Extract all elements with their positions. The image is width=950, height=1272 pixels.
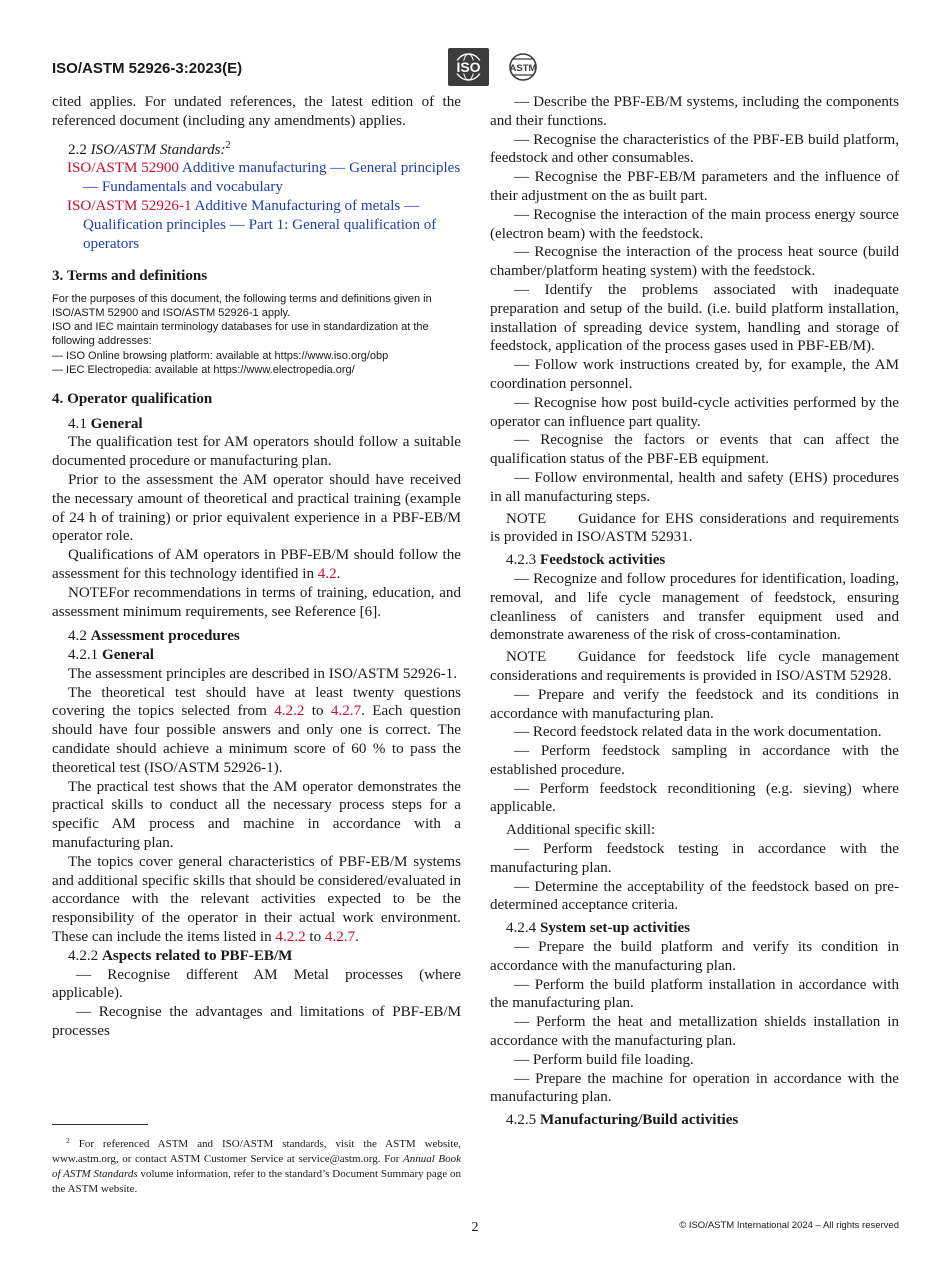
list-item: — Recognise the advantages and limitations of PBF-EB/M processes [52, 1004, 461, 1040]
standard-id: ISO/ASTM 52926-3:2023(E) [52, 60, 243, 77]
section-4-2-4-heading: 4.2.4 System set-up activities [506, 920, 691, 937]
intro-paragraph: cited applies. For undated references, the latest edition of the referenced document (including any amendments) applies. [52, 94, 461, 129]
list-item: — Perform feedstock testing in accordance with the manufacturing plan. [490, 841, 899, 876]
clause-link[interactable]: 4.2.7 [324, 929, 356, 946]
list-item: — Prepare the build platform and verify its condition in accordance with the manufacturing plan. [490, 939, 899, 974]
paragraph: The practical test shows that the AM operator demonstrates the practical skills to conduct all the necessary process steps for a specific AM process and machine in accordance with a manufacturing plan. [52, 778, 461, 852]
list-item: — Determine the acceptability of the feedstock based on pre-determined acceptance criteria. [490, 878, 899, 914]
paragraph: Prior to the assessment the AM operator should have received the necessary amount of theoretical and practical training (example of 24 h of training) or prior equivalent experience in a PBF-EB/M operator role. [52, 471, 461, 545]
section-4-2-heading: 4.2 Assessment procedures [68, 628, 240, 645]
list-item: — Recognize and follow procedures for identification, loading, removal, and life cycle management of feedstock, ensuring cleanliness of canisters and transfer equipment used and demonstrate awareness of the risk of cross-contamination. [490, 570, 899, 644]
list-item: — Recognise the PBF-EB/M parameters and the influence of their adjustment on the as built part. [490, 169, 899, 204]
list-item: — Perform build file loading. [514, 1051, 694, 1068]
note: NOTE Guidance for EHS considerations and requirements is provided in ISO/ASTM 52931. [490, 510, 899, 546]
terms-paragraph: For the purposes of this document, the following terms and definitions given in ISO/ASTM 52900 and ISO/ASTM 52926-1 apply. [52, 293, 432, 320]
paragraph: The assessment principles are described in ISO/ASTM 52926-1. [68, 665, 458, 682]
section-2-2-heading: 2.2 ISO/ASTM Standards:$^2$ [68, 139, 231, 158]
list-item: — Record feedstock related data in the work documentation. [514, 724, 882, 741]
list-item: — Recognise the characteristics of the PBF-EB build platform, feedstock and other consumables. [490, 131, 899, 167]
terms-paragraph: ISO and IEC maintain terminology databases for use in standardization at the following addresses: [52, 321, 429, 348]
footnote: $^2$ For referenced ASTM and ISO/ASTM standards, visit the ASTM website, www.astm.org, or contact ASTM Customer Service at service@astm.org. For Annual Book of ASTM Standards volume information, refer to the standard’s Document Summary page on the ASTM website. [52, 1136, 462, 1195]
note-label: NOTE [506, 649, 547, 666]
section-4-2-5-heading: 4.2.5 Manufacturing/Build activities [506, 1112, 739, 1129]
paragraph: Qualifications of AM operators in PBF-EB/M should follow the assessment for this technology identified in 4.2. [52, 547, 461, 582]
reference-link[interactable]: ISO/ASTM 52900 [67, 160, 179, 177]
note: NOTE Guidance for feedstock life cycle management considerations and requirements is provided in ISO/ASTM 52928. [490, 649, 899, 684]
list-item: — Prepare and verify the feedstock and its conditions in accordance with manufacturing plan. [490, 686, 899, 722]
list-item: — Recognise the factors or events that can affect the qualification status of the PBF-EB equipment. [490, 432, 899, 468]
astm-logo [503, 50, 543, 84]
section-4-2-2-heading: 4.2.2 Aspects related to PBF-EB/M [68, 947, 293, 964]
clause-link[interactable]: 4.2.7 [330, 703, 362, 720]
reference-link[interactable]: ISO/ASTM 52926-1 [67, 197, 192, 214]
page-number: 2 [471, 1220, 479, 1235]
list-item: — Recognise different AM Metal processes (where applicable). [52, 966, 461, 1002]
clause-link[interactable]: 4.2 [317, 565, 337, 582]
list-item: — Identify the problems associated with inadequate preparation and setup of the build. (i.e. build platform installation, installation of spreading device system, handling and storage of feedstock, application of the process gases used in PBF-EB/M). [490, 281, 899, 355]
list-item: — Recognise the interaction of the main process energy source (electron beam) with the feedstock. [490, 206, 899, 242]
section-4-2-1-heading: 4.2.1 General [68, 647, 154, 664]
terms-link-iso: — ISO Online browsing platform: available at https://www.iso.org/obp [52, 349, 389, 362]
copyright-notice: © ISO/ASTM International 2024 – All rights reserved [679, 1220, 899, 1231]
astm-logo-text: ASTM [509, 63, 537, 74]
paragraph: The qualification test for AM operators should follow a suitable documented procedure or manufacturing plan. [52, 434, 461, 470]
list-item: — Follow work instructions created by, for example, the AM coordination personnel. [490, 357, 899, 392]
list-item: — Prepare the machine for operation in accordance with the manufacturing plan. [490, 1070, 899, 1106]
iso-logo [448, 48, 489, 86]
list-item: — Perform the build platform installation in accordance with the manufacturing plan. [490, 976, 899, 1012]
terms-link-iec: — IEC Electropedia: available at https://www.electropedia.org/ [52, 363, 355, 376]
clause-link[interactable]: 4.2.2 [275, 929, 306, 946]
clause-link[interactable]: 4.2.2 [274, 703, 305, 720]
section-4-2-3-heading: 4.2.3 Feedstock activities [506, 552, 666, 569]
additional-skill-label: Additional specific skill: [506, 822, 656, 839]
note: NOTEFor recommendations in terms of training, education, and assessment minimum requirements, see Reference [6]. [52, 584, 461, 620]
reference-52926-1: ISO/ASTM 52926-1 Additive Manufacturing of metals — Qualification principles — Part 1: General qualification of operators [67, 197, 437, 252]
paragraph: The topics cover general characteristics of PBF-EB/M systems and additional specific skills that should be considered/evaluated in accordance with the relevant activities expected to be the responsibility of the operator in their actual work environment. These can include the items listed in 4.2.2 to 4.2.7. [52, 853, 461, 946]
list-item: — Perform the heat and metallization shields installation in accordance with the manufacturing plan. [490, 1014, 899, 1050]
iso-logo-text: ISO [456, 59, 481, 75]
list-item: — Follow environmental, health and safety (EHS) procedures in all manufacturing steps. [490, 469, 899, 505]
note-label: NOTE [68, 584, 109, 601]
list-item: — Perform feedstock sampling in accordance with the established procedure. [490, 743, 899, 778]
section-4-1-heading: 4.1 General [68, 415, 143, 432]
list-item: — Recognise how post build-cycle activities performed by the operator can influence part quality. [490, 394, 899, 430]
list-item: — Recognise the interaction of the process heat source (build chamber/platform heating system) with the feedstock. [490, 244, 899, 280]
note-label: NOTE [506, 510, 547, 527]
footnote-ref: 2 [225, 139, 231, 151]
section-4-heading: 4. Operator qualification [52, 390, 213, 407]
list-item: — Perform feedstock reconditioning (e.g. sieving) where applicable. [490, 780, 899, 816]
reference-52900: ISO/ASTM 52900 Additive manufacturing — General principles — Fundamentals and vocabulary [67, 160, 461, 196]
paragraph: The theoretical test should have at least twenty questions covering the topics selected from 4.2.2 to 4.2.7. Each question should have four possible answers and only one is correct. The candidate should achieve a minimum score of 60 % to pass the theoretical test (ISO/ASTM 52926-1). [52, 684, 461, 776]
right-column [490, 93, 899, 1130]
left-column [52, 93, 461, 1041]
list-item: — Describe the PBF-EB/M systems, including the components and their functions. [490, 94, 899, 129]
section-3-heading: 3. Terms and definitions [52, 268, 208, 285]
footnote-divider [52, 1124, 148, 1125]
footnote-marker: 2 [66, 1136, 70, 1145]
